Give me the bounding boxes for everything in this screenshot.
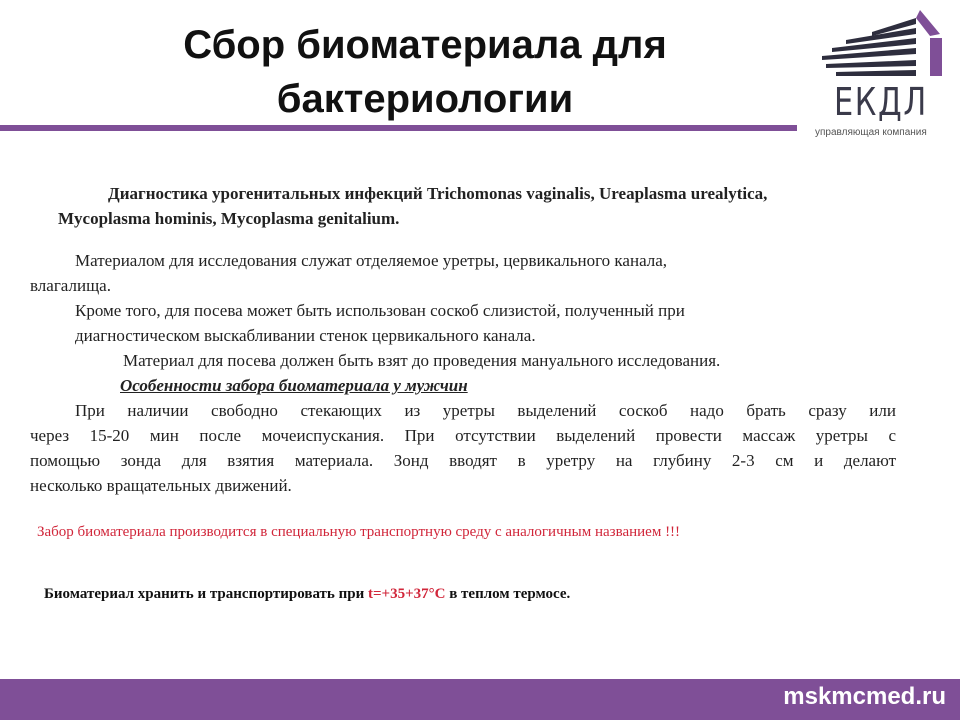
page-title bbox=[60, 18, 790, 126]
title-line-1: Сбор биоматериала для bbox=[183, 23, 667, 67]
body-text bbox=[30, 248, 896, 498]
title-divider bbox=[0, 125, 797, 131]
paragraph-line: несколько вращательных движений. bbox=[30, 476, 292, 495]
subheading: Особенности забора биоматериала у мужчин bbox=[120, 376, 468, 395]
footer-bar bbox=[0, 679, 960, 720]
heading-line-2: Mycoplasma hominis, Mycoplasma genitalium. bbox=[58, 209, 400, 228]
site-url: mskmcmed.ru bbox=[783, 683, 946, 710]
paragraph-line: влагалища. bbox=[30, 276, 111, 295]
section-heading bbox=[58, 181, 938, 231]
storage-temperature: t=+35+37°C bbox=[367, 586, 446, 602]
paragraph-line: При наличии свободно стекающих из уретры выделений соскоб надо брать сразу или bbox=[75, 401, 896, 420]
transport-medium-note: Забор биоматериала производится в специальную транспортную среду с аналогичным названием !!! bbox=[37, 524, 681, 540]
storage-text: Биоматериал хранить и транспортировать при bbox=[44, 586, 368, 602]
paragraph-line: Материалом для исследования служат отделяемое уретры, цервикального канала, bbox=[75, 251, 668, 270]
storage-instruction bbox=[44, 586, 570, 603]
paragraph-line: Кроме того, для посева может быть использован соскоб слизистой, полученный при bbox=[75, 301, 685, 320]
paragraph-line: помощью зонда для взятия материала. Зонд вводят в уретру на глубину 2-3 см и делают bbox=[30, 451, 896, 470]
title-line-2: бактериологии bbox=[276, 77, 574, 121]
paragraph-line: Материал для посева должен быть взят до проведения мануального исследования. bbox=[123, 351, 721, 370]
paragraph-line: через 15-20 мин после мочеиспускания. При отсутствии выделений провести массаж уретры с bbox=[30, 426, 896, 445]
storage-text-end: в теплом термосе. bbox=[445, 586, 571, 602]
logo-wordmark: ЕКДЛ bbox=[834, 80, 928, 124]
paragraph-line: диагностическом выскабливании стенок цервикального канала. bbox=[75, 326, 536, 345]
logo-caption: управляющая компания bbox=[815, 127, 927, 138]
heading-line-1: Диагностика урогенитальных инфекций Trichomonas vaginalis, Ureaplasma urealytica, bbox=[108, 184, 768, 203]
